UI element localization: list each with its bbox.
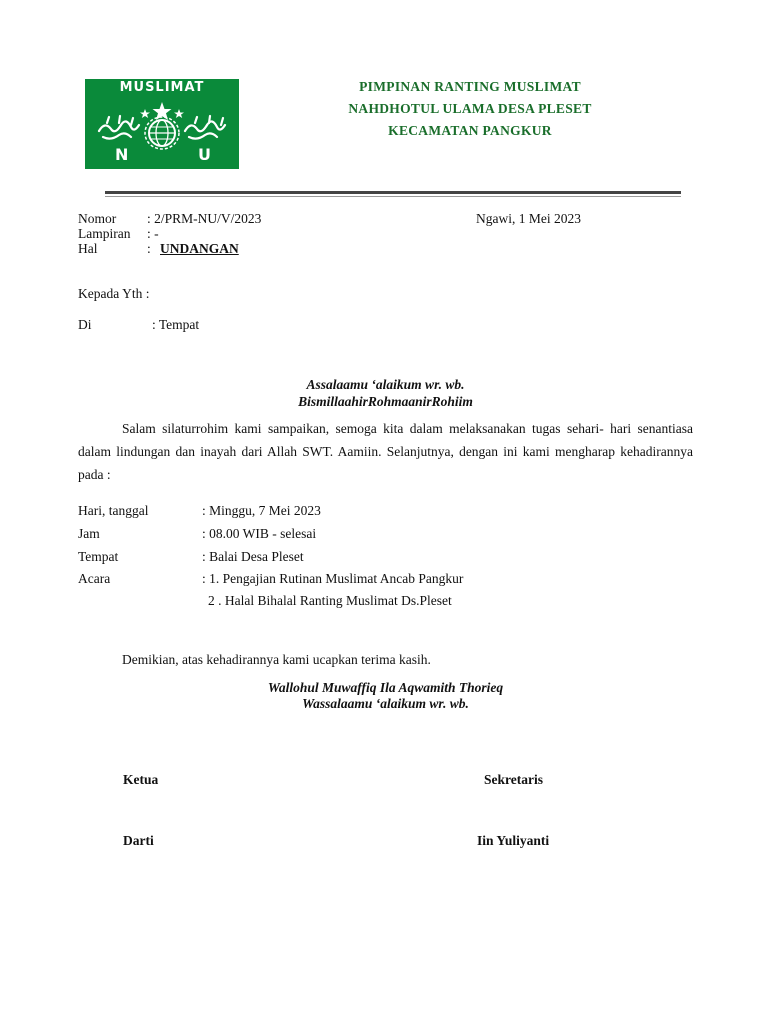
detail-acara-item-2: 2 . Halal Bihalal Ranting Muslimat Ds.Pleset [208, 593, 452, 608]
heading-line-1: PIMPINAN RANTING MUSLIMAT [359, 79, 581, 94]
signature-title-sekretaris: Sekretaris [484, 772, 543, 787]
di-value: : Tempat [152, 317, 200, 332]
kepada-yth: Kepada Yth : [78, 286, 150, 301]
logo-letter-u: U [198, 145, 211, 164]
logo-title-text: MUSLIMAT [119, 80, 205, 95]
signature-name-ketua: Darti [123, 833, 154, 848]
detail-acara-value: : 1. Pengajian Rutinan Muslimat Ancab Pangkur [202, 571, 464, 586]
detail-jam-value: : 08.00 WIB - selesai [202, 526, 317, 541]
logo-letter-n: N [115, 145, 129, 164]
letterhead-divider-thin [105, 196, 681, 197]
lampiran-value: : - [147, 226, 159, 241]
body-paragraph [78, 417, 693, 486]
signature-name-sekretaris: Iin Yuliyanti [477, 833, 550, 848]
di-label: Di [78, 317, 92, 332]
letterhead-divider-thick [105, 191, 681, 194]
heading-line-3: KECAMATAN PANGKUR [388, 123, 552, 138]
nomor-label: Nomor [78, 211, 117, 226]
detail-hari-value: : Minggu, 7 Mei 2023 [202, 503, 321, 518]
muslimat-nu-logo [85, 79, 239, 169]
detail-jam-label: Jam [78, 526, 100, 541]
hal-value: UNDANGAN [160, 241, 239, 256]
closing-wallohul: Wallohul Muwaffiq Ila Aqwamith Thorieq [267, 680, 504, 695]
hal-colon: : [147, 241, 151, 256]
heading-line-2: NAHDHOTUL ULAMA DESA PLESET [348, 101, 592, 116]
logo-calligraphy-left-icon [99, 116, 139, 139]
lampiran-label: Lampiran [78, 226, 131, 241]
hal-label: Hal [78, 241, 98, 256]
detail-acara-label: Acara [78, 571, 111, 586]
nomor-value: : 2/PRM-NU/V/2023 [147, 211, 262, 226]
signature-title-ketua: Ketua [123, 772, 159, 787]
closing-line: Demikian, atas kehadirannya kami ucapkan terima kasih. [122, 652, 431, 667]
detail-hari-label: Hari, tanggal [78, 503, 149, 518]
logo-small-star-right-icon [174, 109, 184, 118]
greeting-salam: Assalaamu ‘alaikum wr. wb. [306, 377, 465, 392]
detail-tempat-label: Tempat [78, 549, 119, 564]
closing-wassalaamu: Wassalaamu ‘alaikum wr. wb. [302, 696, 469, 711]
body-paragraph-text: Salam silaturrohim kami sampaikan, semoga kita dalam melaksanakan tugas sehari- hari senantiasa dalam lindungan dan inayah dari Allah SWT. Aamiin. Selanjutnya, dengan ini kami mengharap kehadirannya pada : [78, 421, 693, 482]
logo-calligraphy-right-icon [185, 116, 225, 139]
logo-small-star-left-icon [140, 109, 150, 118]
detail-tempat-value: : Balai Desa Pleset [202, 549, 304, 564]
letter-date: Ngawi, 1 Mei 2023 [476, 211, 581, 226]
greeting-basmalah: BismillaahirRohmaanirRohiim [298, 394, 473, 409]
